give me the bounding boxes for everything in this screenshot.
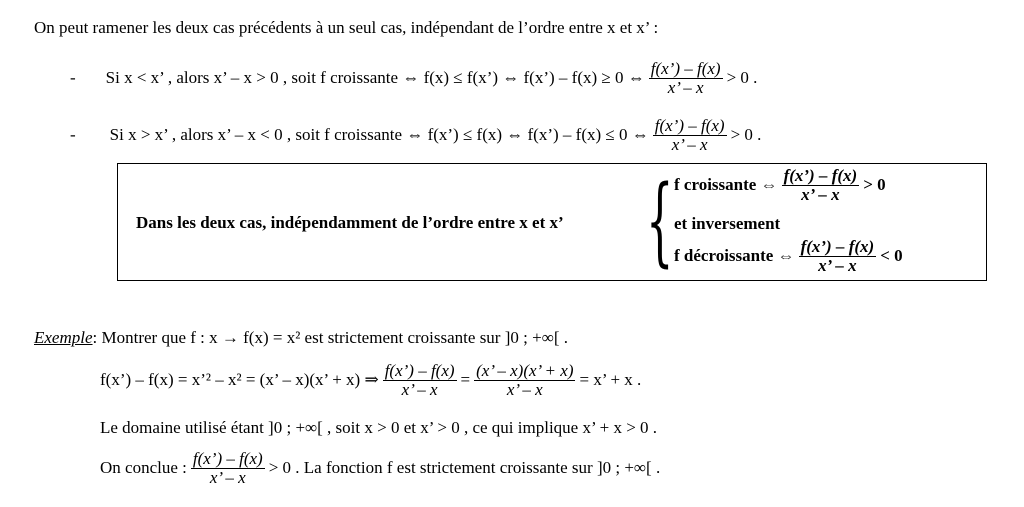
case-2 [70, 117, 761, 154]
summary-case-text: f décroissante ⇔ [674, 246, 795, 266]
case-2-tail: > 0 . [730, 125, 762, 145]
summary-conversely [674, 214, 780, 234]
summary-case-increasing [674, 167, 886, 204]
fraction [383, 362, 457, 399]
fraction-denominator: x’ – x [506, 379, 543, 399]
example-conclusion-text: On conclue : [100, 458, 187, 478]
summary-case-tail: > 0 [863, 175, 886, 195]
summary-lead: Dans les deux cas, indépendamment de l’ordre entre x et x’ [136, 213, 564, 232]
case-2-text: Si x > x’ , alors x’ – x < 0 , soit f croissante ⇔ f(x’) ≤ f(x) ⇔ f(x’) – f(x) ≤ 0 ⇔ [109, 125, 649, 145]
bullet: - [70, 125, 76, 145]
equals: = [460, 370, 471, 390]
fraction-denominator: x’ – x [667, 77, 704, 97]
example-line-1-tail: = x’ + x . [579, 370, 642, 390]
example-line-2: Le domaine utilisé étant ]0 ; +∞[ , soit x > 0 et x’ > 0 , ce qui implique x’ + x > 0 . [100, 418, 658, 437]
fraction-denominator: x’ – x [209, 467, 246, 487]
case-1-text: Si x < x’ , alors x’ – x > 0 , soit f croissante ⇔ f(x) ≤ f(x’) ⇔ f(x’) – f(x) ≥ 0 ⇔ [105, 68, 645, 88]
bullet: - [70, 68, 76, 88]
fraction-numerator: (x’ – x)(x’ + x) [476, 361, 574, 380]
fraction-numerator: f(x’) – f(x) [654, 116, 725, 135]
fraction-numerator: f(x’) – f(x) [384, 361, 455, 380]
example-statement [34, 328, 568, 348]
summary-case-text: et inversement [674, 214, 781, 233]
summary-box [117, 163, 987, 281]
fraction-denominator: x’ – x [801, 184, 840, 204]
fraction-numerator: f(x’) – f(x) [800, 237, 875, 256]
summary-case-decreasing [674, 238, 903, 275]
case-1-tail: > 0 . [726, 68, 758, 88]
example-conclusion-tail: > 0 . La fonction f est strictement croissante sur ]0 ; +∞[ . [268, 458, 661, 478]
fraction [653, 117, 727, 154]
example-line-1 [100, 362, 641, 399]
fraction-numerator: f(x’) – f(x) [783, 166, 858, 185]
example-line-1-text: f(x’) – f(x) = x’² – x² = (x’ – x)(x’ + x) ⇒ [100, 370, 379, 390]
fraction-denominator: x’ – x [671, 134, 708, 154]
fraction [782, 167, 860, 204]
fraction [191, 450, 265, 487]
fraction-numerator: f(x’) – f(x) [650, 59, 721, 78]
case-1 [70, 60, 757, 97]
fraction-denominator: x’ – x [401, 379, 438, 399]
summary-case-text: f croissante ⇔ [674, 175, 778, 195]
fraction-denominator: x’ – x [818, 255, 857, 275]
intro-text: On peut ramener les deux cas précédents à un seul cas, indépendant de l’ordre entre x et x’ : [34, 18, 659, 37]
brace: { [646, 165, 674, 277]
fraction [649, 60, 723, 97]
summary-case-tail: < 0 [880, 246, 903, 266]
example-conclusion [100, 450, 660, 487]
fraction-numerator: f(x’) – f(x) [192, 449, 263, 468]
fraction [799, 238, 877, 275]
fraction [474, 362, 575, 399]
example-label: Exemple [34, 328, 93, 347]
example-text: : Montrer que f : x → f(x) = x² est strictement croissante sur ]0 ; +∞[ . [92, 328, 568, 347]
